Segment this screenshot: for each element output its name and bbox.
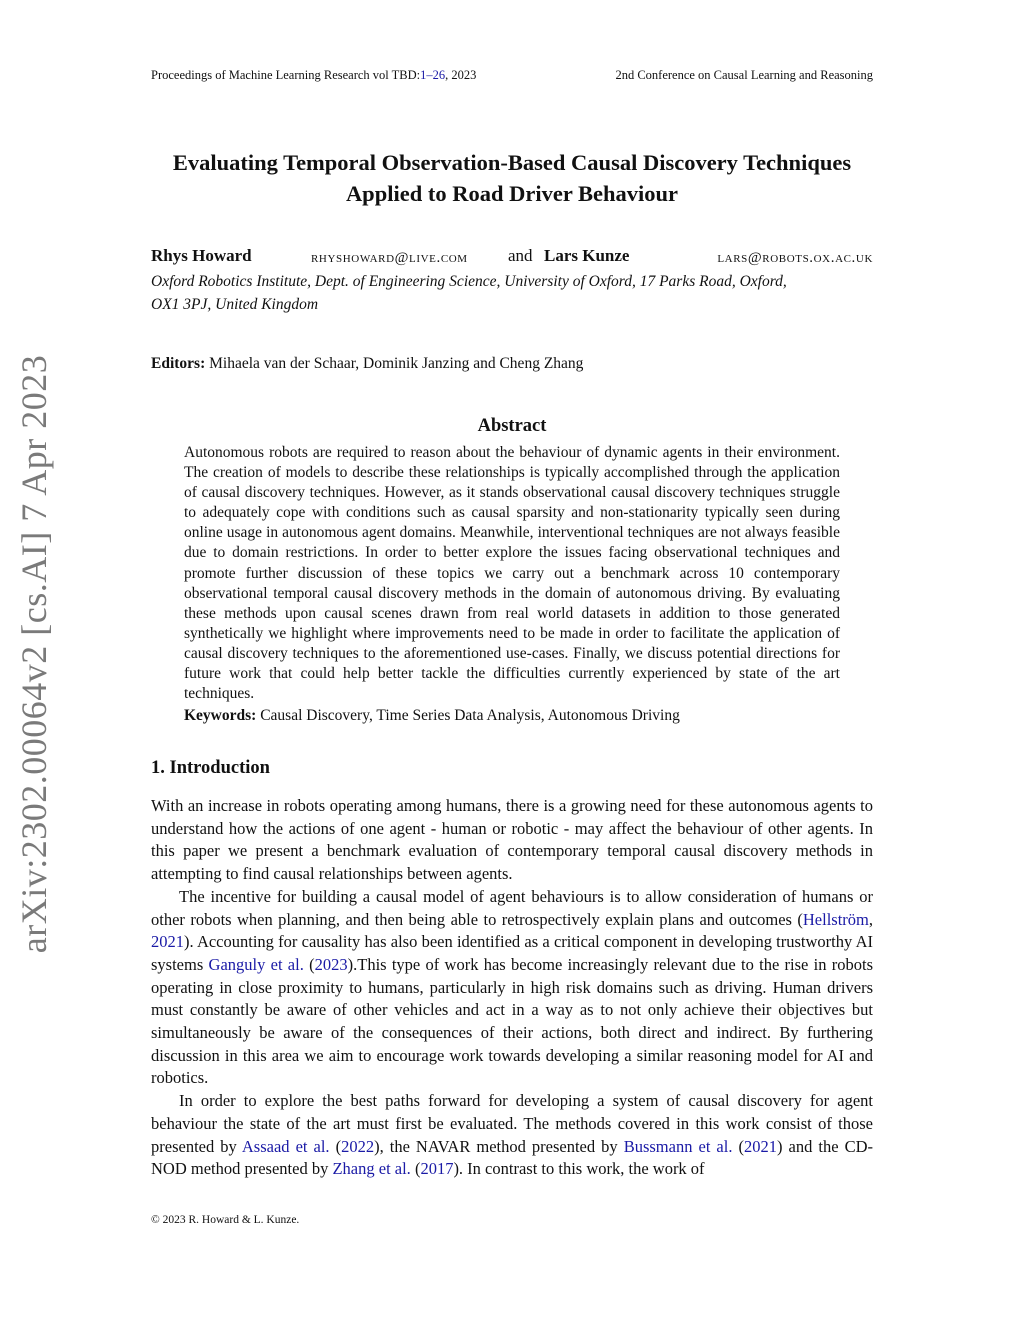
running-header-right: 2nd Conference on Causal Learning and Reasoning: [615, 68, 873, 82]
citation-separator: ,: [868, 909, 873, 929]
running-header-left: [151, 68, 476, 83]
editors-names: Mihaela van der Schaar, Dominik Janzing and Cheng Zhang: [209, 355, 584, 372]
title-line-1: Evaluating Temporal Observation-Based Causal Discovery Techniques: [172, 150, 852, 175]
affiliation-line-2: OX1 3PJ, United Kingdom: [151, 296, 319, 313]
abstract-text: Autonomous robots are required to reason about the behaviour of dynamic agents in their environment. The creation of models to describe these relationships is typically accomplished through the application of causal discovery techniques. However, as it stands observational causal discovery techniques struggle to adequately cope with conditions such as causal sparsity and non-stationarity typically seen during online usage in autonomous agent domains. Meanwhile, interventional techniques are not always feasible due to domain restrictions. In order to better explore the issues facing observational techniques and promote further discussion of these topics we carry out a benchmark across 10 contemporary observational temporal causal discovery methods in the domain of autonomous driving. By evaluating these methods upon causal scenes drawn from real world datasets in addition to those generated synthetically we highlight where improvements need to be made in order to facilitate the application of causal discovery techniques to the aforementioned use-cases. Finally, we discuss potential directions for future work that could help better tackle the difficulties currently experienced by state of the art techniques.: [184, 444, 840, 703]
paragraph-2-text: ). Accounting for causality has also been identified as a critical component in developing trustworthy AI systems: [151, 932, 873, 974]
author-1-name: Rhys Howard: [151, 246, 252, 265]
paragraph-2: [151, 886, 873, 1090]
citation-separator: (: [410, 1159, 421, 1179]
section-heading-introduction: 1. Introduction: [151, 758, 270, 778]
citation-separator: (: [732, 1136, 744, 1156]
author-block: [151, 246, 873, 266]
editors-label: Editors:: [151, 355, 206, 372]
copyright-footer: © 2023 R. Howard & L. Kunze.: [151, 1214, 300, 1226]
author-2-name: Lars Kunze: [544, 246, 630, 265]
header-year: , 2023: [445, 68, 477, 82]
paper-title: [151, 147, 873, 209]
citation-assaad-year[interactable]: 2022: [341, 1136, 375, 1156]
paragraph-3-text: In order to explore the best paths forward for developing a system of causal discovery for agent behaviour the state of the art must first be evaluated. The methods covered in this work consist of those presented by: [151, 1091, 873, 1156]
citation-zhang-year[interactable]: 2017: [420, 1159, 454, 1179]
citation-assaad-author[interactable]: Assaad et al.: [241, 1136, 330, 1156]
citation-hellstrom-author[interactable]: Hellström: [802, 909, 869, 929]
paragraph-1: With an increase in robots operating among humans, there is a growing need for these autonomous agents to understand how the actions of one agent - human or robotic - may affect the behaviour of other agents. In this paper we present a benchmark evaluation of contemporary temporal causal discovery methods in attempting to find causal relationships between agents.: [151, 796, 873, 884]
paragraph-3: [151, 1090, 873, 1181]
keywords-line: [184, 707, 680, 725]
paragraph-3-text: ) and the CD-NOD method presented by: [151, 1136, 873, 1179]
paragraph-3-text: ), the NAVAR method presented by: [374, 1136, 624, 1156]
paragraph-3-text: ). In contrast to this work, the work of: [453, 1159, 705, 1179]
paragraph-2-text: ).This type of work has become increasingly relevant due to the rise in robots operating in close proximity to humans, particularly in high risk domains such as driving. Human drivers must constantly be aware of other vehicles and act in a way as to not only achieve their objectives but simultaneously be aware of the consequences of their actions, both direct and indirect. By furthering discussion in this area we aim to encourage work towards developing a similar reasoning model for AI and robotics.: [151, 954, 873, 1088]
paragraph-2-text: The incentive for building a causal model of agent behaviours is to allow consideration of humans or other robots when planning, and then being able to retrospectively explain plans and outcomes (: [151, 886, 873, 929]
arxiv-identifier: arXiv:2302.00064v2 [cs.AI] 7 Apr 2023: [14, 354, 55, 954]
arxiv-sidebar: [4, 354, 64, 954]
header-venue: Proceedings of Machine Learning Research vol TBD:: [151, 68, 421, 82]
abstract-heading: Abstract: [477, 416, 547, 436]
affiliation: [151, 270, 873, 316]
citation-separator: (: [329, 1136, 342, 1156]
body-text: [151, 795, 873, 1181]
author-2-email[interactable]: lars@robots.ox.ac.uk: [717, 250, 873, 266]
citation-separator: (: [303, 954, 315, 974]
citation-bussmann-author[interactable]: Bussmann et al.: [623, 1136, 733, 1156]
header-pages-link[interactable]: 1–26: [420, 68, 446, 82]
keywords-label: Keywords:: [184, 707, 257, 724]
citation-ganguly-year[interactable]: 2023: [314, 954, 348, 974]
author-1-email[interactable]: rhyshoward@live.com: [311, 250, 468, 266]
citation-bussmann-year[interactable]: 2021: [744, 1136, 777, 1156]
citation-zhang-author[interactable]: Zhang et al.: [332, 1159, 411, 1179]
title-line-2: Applied to Road Driver Behaviour: [345, 181, 679, 206]
keywords-list: Causal Discovery, Time Series Data Analysis, Autonomous Driving: [260, 707, 680, 724]
citation-hellstrom-year[interactable]: 2021: [151, 932, 184, 952]
author-conjunction: and: [508, 246, 533, 265]
affiliation-line-1: Oxford Robotics Institute, Dept. of Engineering Science, University of Oxford, 17 Parks Road, Oxford,: [151, 273, 787, 290]
editors-line: [151, 355, 583, 373]
citation-ganguly-author[interactable]: Ganguly et al.: [208, 954, 304, 974]
